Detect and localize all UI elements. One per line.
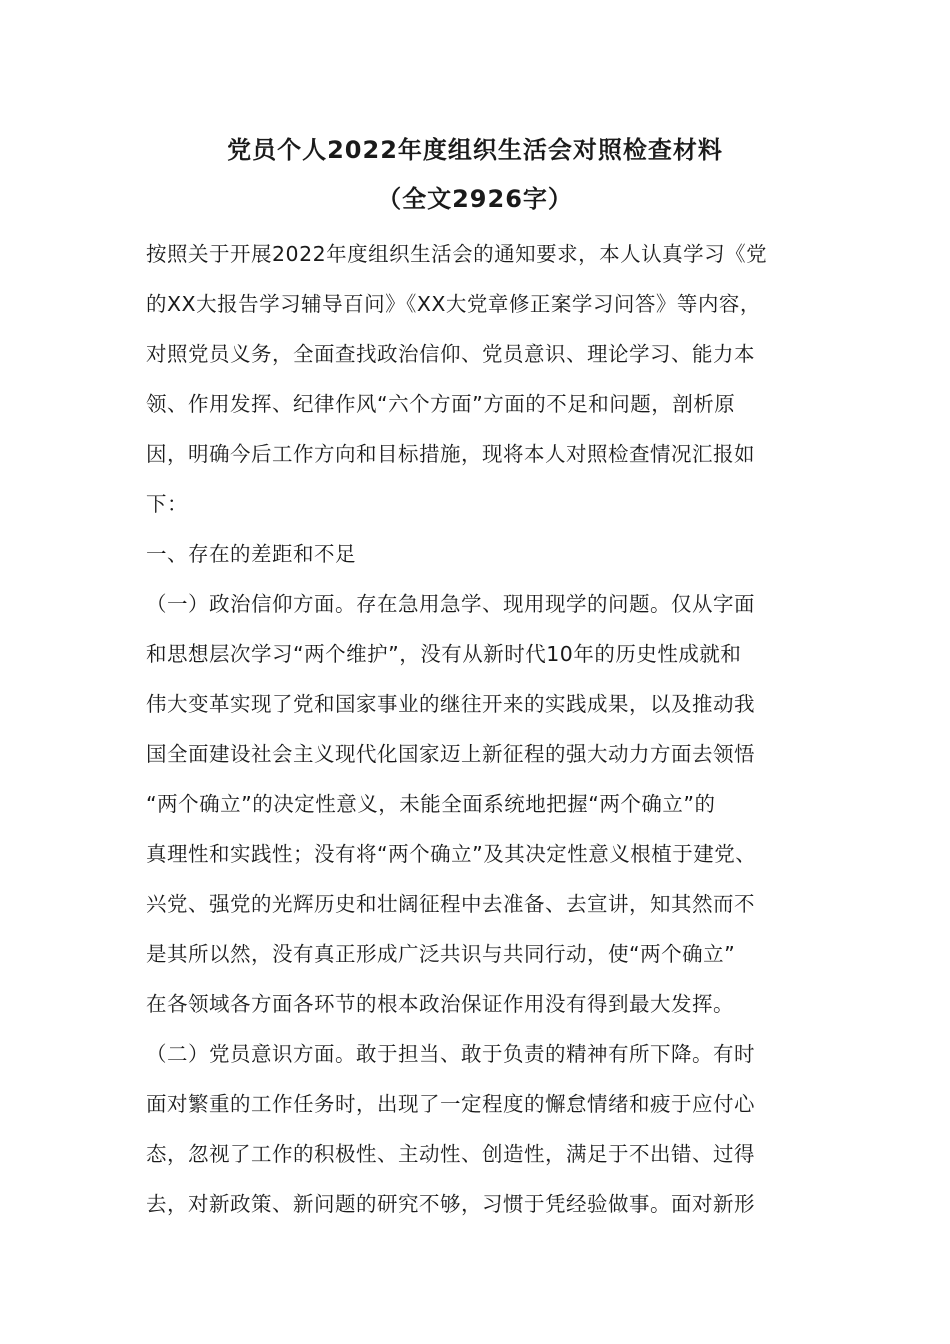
body-line: （二）党员意识方面。敢于担当、敢于负责的精神有所下降。有时 — [146, 1042, 755, 1066]
document-body — [146, 229, 826, 1229]
body-line: 伟大变革实现了党和国家事业的继往开来的实践成果，以及推动我 — [146, 692, 755, 716]
body-line: 真理性和实践性；没有将“两个确立”及其决定性意义根植于建党、 — [146, 842, 757, 866]
body-line: 态，忽视了工作的积极性、主动性、创造性，满足于不出错、过得 — [146, 1142, 755, 1166]
document-subtitle: （全文2926字） — [377, 185, 573, 213]
body-line: 和思想层次学习“两个维护”，没有从新时代10年的历史性成就和 — [146, 642, 742, 666]
body-line: 兴党、强党的光辉历史和壮阔征程中去准备、去宣讲，知其然而不 — [146, 892, 755, 916]
body-line: 对照党员义务，全面查找政治信仰、党员意识、理论学习、能力本 — [146, 342, 755, 366]
section-heading: 一、存在的差距和不足 — [146, 542, 356, 566]
body-line: 下： — [146, 492, 188, 516]
body-line: 去，对新政策、新问题的研究不够，习惯于凭经验做事。面对新形 — [146, 1192, 755, 1216]
body-line: 因，明确今后工作方向和目标措施，现将本人对照检查情况汇报如 — [146, 442, 755, 466]
body-line: 按照关于开展2022年度组织生活会的通知要求，本人认真学习《党 — [146, 242, 768, 266]
body-line: 领、作用发挥、纪律作风“六个方面”方面的不足和问题，剖析原 — [146, 392, 736, 416]
body-line: 国全面建设社会主义现代化国家迈上新征程的强大动力方面去领悟 — [146, 742, 755, 766]
body-line: 的XX大报告学习辅导百问》《XX大党章修正案学习问答》等内容， — [146, 292, 761, 316]
body-line: 在各领域各方面各环节的根本政治保证作用没有得到最大发挥。 — [146, 992, 734, 1016]
body-line: “两个确立”的决定性意义，未能全面系统地把握“两个确立”的 — [146, 792, 716, 816]
body-line: （一）政治信仰方面。存在急用急学、现用现学的问题。仅从字面 — [146, 592, 755, 616]
body-line: 是其所以然，没有真正形成广泛共识与共同行动，使“两个确立” — [146, 942, 736, 966]
body-line: 面对繁重的工作任务时，出现了一定程度的懈怠情绪和疲于应付心 — [146, 1092, 755, 1116]
document-title: 党员个人2022年度组织生活会对照检查材料 — [227, 136, 723, 164]
